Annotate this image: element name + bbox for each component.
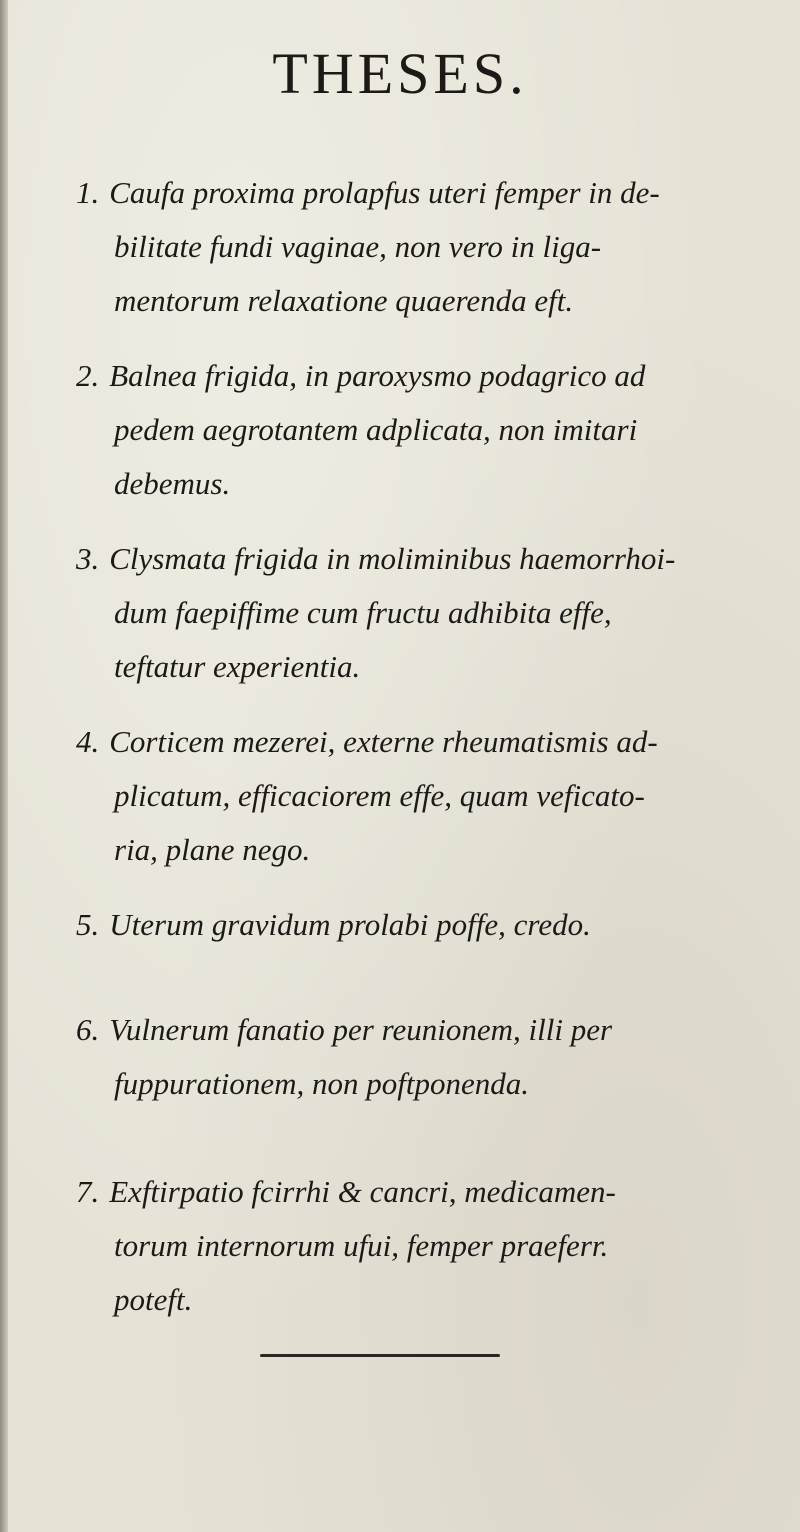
thesis-7 — [76, 1165, 756, 1327]
thesis-line: debemus. — [114, 466, 231, 501]
thesis-text: Uterum gravidum prolabi poffe, credo. — [109, 907, 591, 942]
thesis-line — [76, 715, 756, 769]
thesis-number: 2. — [76, 358, 100, 393]
thesis-number: 7. — [76, 1174, 100, 1209]
thesis-line: plicatum, efficaciorem effe, quam veficato- — [114, 778, 645, 813]
closing-rule — [260, 1354, 500, 1357]
thesis-text: Corticem mezerei, externe rheumatismis ad- — [109, 724, 658, 759]
thesis-number: 6. — [76, 1012, 100, 1047]
thesis-text: Balnea frigida, in paroxysmo podagrico ad — [109, 358, 646, 393]
thesis-line — [76, 1003, 756, 1057]
thesis-line — [76, 898, 756, 952]
thesis-line — [76, 1165, 756, 1219]
thesis-3 — [76, 532, 756, 694]
thesis-text: Caufa proxima prolapfus uteri femper in de- — [109, 175, 660, 210]
thesis-line: bilitate fundi vaginae, non vero in liga- — [114, 229, 602, 264]
thesis-line: fuppurationem, non poftponenda. — [114, 1066, 530, 1101]
thesis-line: dum faepiffime cum fructu adhibita effe, — [114, 595, 612, 630]
thesis-line: pedem aegrotantem adplicata, non imitari — [114, 412, 638, 447]
thesis-line — [76, 166, 756, 220]
page-title: THESES. — [272, 41, 528, 106]
thesis-line — [76, 532, 756, 586]
thesis-6 — [76, 1003, 756, 1111]
page-binding-edge — [0, 0, 8, 1532]
thesis-line — [76, 349, 756, 403]
thesis-text: Exftirpatio fcirrhi & cancri, medicamen- — [109, 1174, 616, 1209]
thesis-number: 5. — [76, 907, 100, 942]
thesis-line: ria, plane nego. — [114, 832, 311, 867]
thesis-text: Vulnerum fanatio per reunionem, illi per — [109, 1012, 613, 1047]
thesis-line: torum internorum ufui, femper praeferr. — [114, 1228, 609, 1263]
thesis-number: 4. — [76, 724, 100, 759]
thesis-4 — [76, 715, 756, 877]
thesis-1 — [76, 166, 756, 328]
thesis-5 — [76, 898, 756, 952]
thesis-number: 1. — [76, 175, 100, 210]
thesis-line: teftatur experientia. — [114, 649, 361, 684]
thesis-2 — [76, 349, 756, 511]
thesis-text: Clysmata frigida in moliminibus haemorrhoi- — [109, 541, 676, 576]
thesis-line: mentorum relaxatione quaerenda eft. — [114, 283, 574, 318]
thesis-line: poteft. — [114, 1282, 193, 1317]
thesis-number: 3. — [76, 541, 100, 576]
